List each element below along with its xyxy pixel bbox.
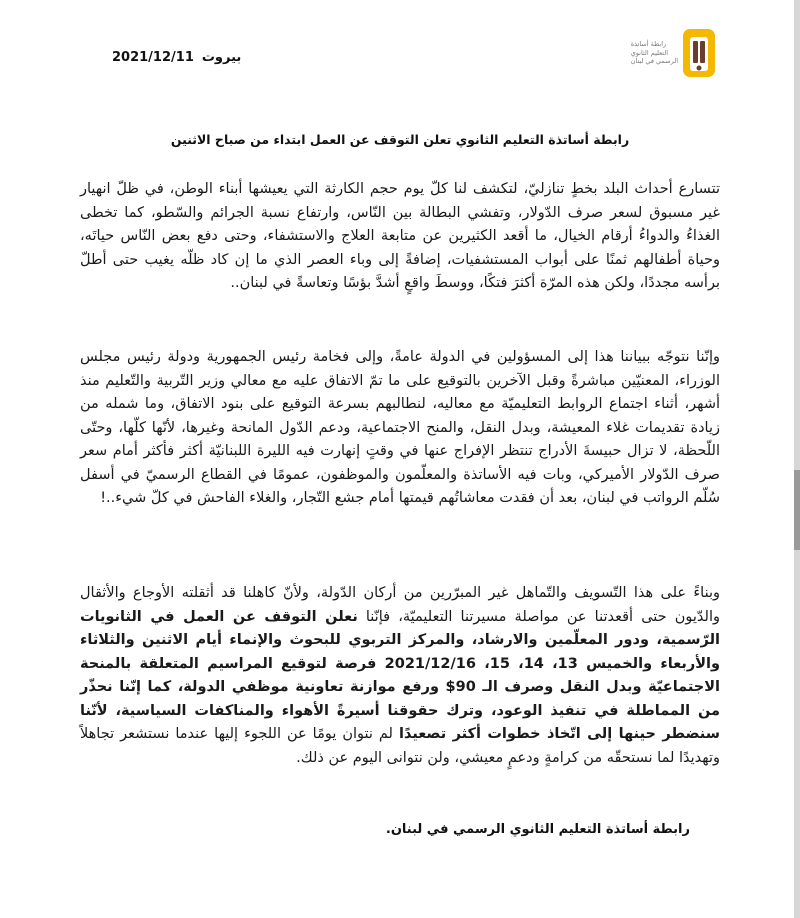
paragraph-1: تتسارع أحداث البلد بخطٍ تنازليّ، لتكشف لنا كلّ يوم حجم الكارثة التي يعيشها أبناء الوطن، في ظلّ انهيار غير مسبوق لسعر صرف الدّولار، وتفشي البطالة بين النّاس، وارتفاع نسبة الجرائم والسّطو، كما تخطى الغذاءُ والدواءُ أرقام الخيال، ما أقعد الكثيرين عن متابعة العلاج والاستشفاء، وحتى دفع بعض النّاس حياتَه، وحياة أطفالهم ثمنًا على أبواب المستشفيات، إضافةً إلى وباء العصر الذي ما إن كاد ظلّه يغيب حتى أطلّ برأسه مجددًا، ولكن هذه المرّة أكثرَ فتكًا، ووسطَ واقعٍ أشدَّ بؤسًا وتعاسةً في لبنان.. <box>80 181 720 291</box>
city: بيروت <box>201 50 242 65</box>
paragraph-3-announcement: نعلن التوقف عن العمل في الثانويات الرّسمية، ودور المعلّمين والارشاد، والمركز التربوي للبحوث والإنماء أيام الاثنين والثلاثاء والأربعاء والخميس 13، 14، 15، 2021/12/16 فرصة لتوقيع المراسيم المتعلقة بالمنحة الاجتماعيّة وبدل النقل وصرف الـ 90$ ورفع موازنة تعاونية موظفي الدولة، كما إنّنا نحذّر من المماطلة في تنفيذ الوعود، وترك حقوقنا أسيرةً الأهواء والمناكفات السياسية، لأنّنا سنضطر حينها إلى اتّخاذ خطوات أكثر تصعيدًا <box>80 608 720 742</box>
signature: رابطة أساتذة التعليم الثانوي الرسمي في لبنان. <box>385 822 690 837</box>
scroll-shadow <box>794 470 800 550</box>
association-logo <box>631 28 716 78</box>
paragraph-3-tail: لم نتوان يومًا عن اللجوء إليها عندما نستشعر تجاهلاً وتهديدًا لما نستحقّه من كرامةٍ ودعمٍ معيشي، ولن نتوانى اليوم عن ذلك. <box>80 726 720 766</box>
paragraph-2: وإنّنا نتوجّه ببياننا هذا إلى المسؤولين في الدولة عامةً، وإلى فخامة رئيس الجمهورية ودولة رئيس مجلس الوزراء، المعنيّين مباشرةً وقبل الآخرين بالتوقيع على ما تمّ الاتفاق عليه مع معالي وزير التّربية والتّعليم منذ أشهر، أثناء اجتماع الروابط التعليميّة مع معاليه، لنطالبهم بسرعة التوقيع على بنود الاتفاق، وما شمله من زيادة تقديمات غلاء المعيشة، وبدل النقل، والمنح الاجتماعية، ودعم الدّول المانحة وغيرها، لأنّها كلّها، وحتّى اللّحظة، لا تزال حبيسةَ الأدراج تنتظر الإفراج عنها في وقتٍ إنهارت فيه الليرة اللبنانيّة أكثر فأكثر أمام سعر صرف الدّولار الأميركي، وبات فيه الأساتذة والمعلّمون والموظفون، عمومًا في القطاع الرسميّ في أسفل سُلّم الرواتب في لبنان، بعد أن فقدت معاشاتُهم قيمتها أمام جشع التّجار، والغلاء الفاحش في كلّ شيء..! <box>80 349 720 506</box>
logo-line-2: التعليم الثانوي <box>630 48 669 57</box>
document-title: رابطة أساتذة التعليم الثانوي تعلن التوقف عن العمل ابتداء من صباح الاثنين <box>170 132 630 147</box>
logo-line-3: الرسمي في لبنان <box>630 57 678 66</box>
dateline <box>112 50 241 65</box>
logo-text <box>631 40 678 66</box>
paragraph-3-intro: وبناءً على هذا التّسويف والتّماهل غير المبرّرين من أركان الدّولة، ولأنّ كاهلنا قد أثقلته الأوجاع والأثقال والدّيون حتى أقعدتنا عن مواصلة مسيرتنا التعليميّة، فإنّنا <box>80 585 720 625</box>
date: 2021/12/11 <box>112 50 194 65</box>
logo-line-1: رابطة أساتذة <box>630 40 667 49</box>
logo-mark-icon <box>682 28 716 78</box>
paragraph-3 <box>80 582 720 770</box>
